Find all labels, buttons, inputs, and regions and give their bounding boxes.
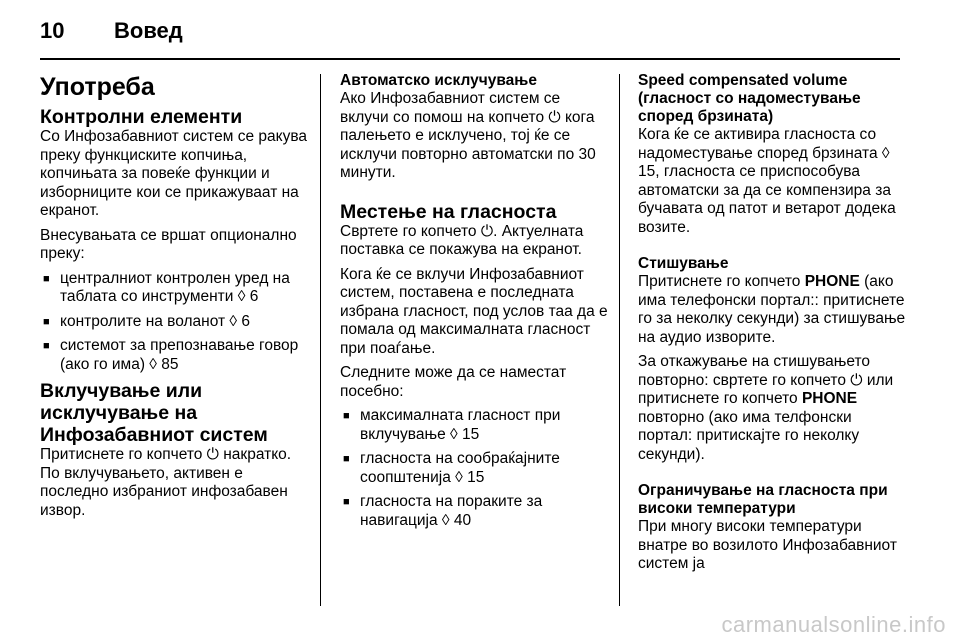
list-item: ■ контролите на воланот ◊ 6 (40, 313, 312, 332)
column-3 (638, 72, 908, 580)
column-1 (40, 72, 312, 526)
paragraph: Притиснете го копчето PHONE (ако има телефонски портал:: притиснете го за неколку секунди) за стишување на аудио изворите. (638, 273, 906, 346)
column-divider-2 (619, 74, 620, 606)
column-2 (340, 72, 608, 536)
paragraph: Кога ќе се активира гласноста со надоместување според брзината ◊ 15, гласноста се приспособува автоматски за да се компензира за бучавата од патот и ветарот додека возите. (638, 126, 896, 236)
bullet-list (340, 407, 608, 530)
section-heading-controls: Контролни елементи (40, 106, 243, 128)
page-header (40, 18, 183, 44)
paragraph: Кога ќе се вклучи Инфозабавниот систем, поставена е последната избрана гласност, под услов таа да е помала од максималната гласност при поаѓање. (340, 265, 608, 357)
paragraph: Ако Инфозабавниот систем се вклучи со помош на копчето ⏻ кога палењето е исклучено, тој ќе се исклучи повторно автоматски по 30 минути. (340, 90, 596, 181)
paragraph: Свртете го копчето ⏻. Актуелната поставка се покажува на екранот. (340, 222, 584, 258)
phone-key-label: PHONE (801, 390, 858, 407)
section-heading-volume: Местење на гласноста (340, 200, 557, 223)
list-item: ■ гласноста на сообраќајните соопштенија ◊ 15 (340, 450, 608, 487)
list-item: ■ централниот контролен уред на таблата со инструменти ◊ 6 (40, 270, 312, 307)
section-heading-power: Вклучување или исклучување на Инфозабавниот систем (40, 380, 268, 446)
paragraph: Со Инфозабавниот систем се ракува преку функциските копчиња, копчињата за повеќе функции и изборниците кои се прикажуваат на екранот. (40, 128, 307, 219)
paragraph: Притиснете го копчето ⏻ накратко. По вклучувањето, активен е последно избраниот инфозабавен извор. (40, 446, 292, 519)
paragraph: Следните може да се наместат посебно: (340, 364, 567, 400)
bullet-list (40, 270, 312, 375)
section-heading-auto-off: Автоматско исклучување (340, 72, 537, 89)
header-rule (40, 58, 900, 60)
watermark: carmanualsonline.info (721, 612, 946, 637)
section-heading-mute: Стишување (638, 255, 729, 272)
column-divider-1 (320, 74, 321, 606)
paragraph: Внесувањата се вршат опционално преку: (40, 226, 297, 262)
phone-key-label: PHONE (804, 273, 860, 290)
page-number: 10 (40, 18, 65, 43)
section-heading-temperature: Ограничување на гласноста при високи температури (638, 482, 888, 517)
list-item: ■ системот за препознавање говор (ако го има) ◊ 85 (40, 337, 312, 374)
list-item: ■ максималната гласност при вклучување ◊ 15 (340, 407, 608, 444)
section-heading-speed-volume: Speed compensated volume (гласност со надоместување според брзината) (638, 72, 861, 125)
paragraph: При многу високи температури внатре во возилото Инфозабавниот систем ја (638, 518, 897, 572)
list-item: ■ гласноста на пораките за навигација ◊ 40 (340, 493, 608, 530)
page-title: Употреба (40, 73, 155, 101)
paragraph: За откажување на стишувањето повторно: свртете го копчето ⏻ или притиснете го копчето PHONE повторно (ако има телфонски портал: притискајте го неколку секунди). (638, 353, 894, 463)
chapter-title: Вовед (114, 18, 183, 43)
